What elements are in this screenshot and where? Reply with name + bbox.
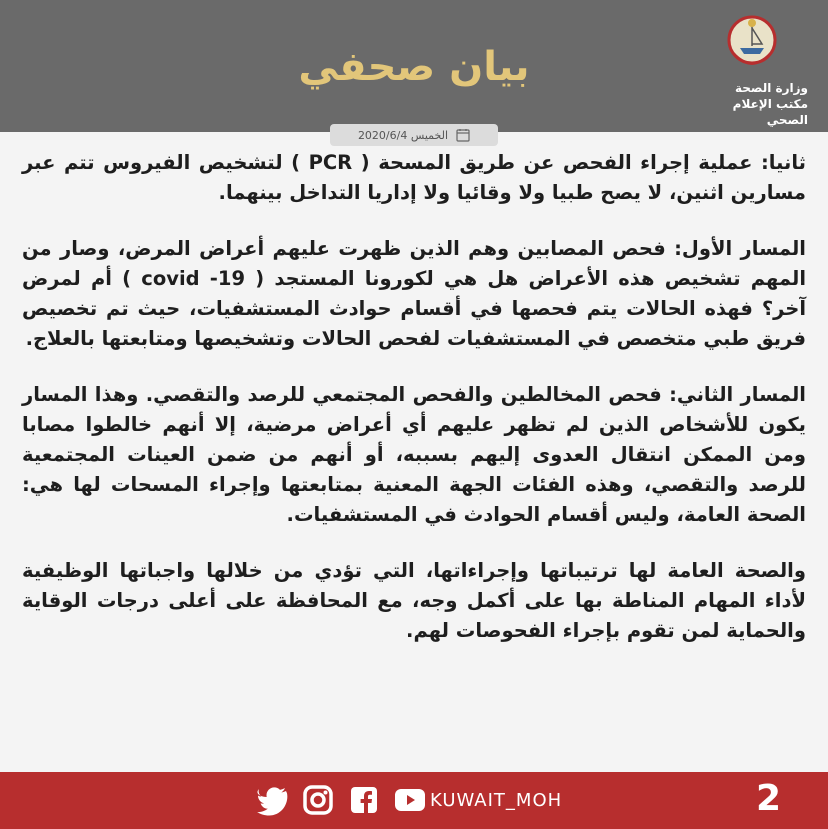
calendar-icon <box>456 128 470 142</box>
statement-body <box>22 148 806 672</box>
twitter-icon[interactable] <box>255 784 289 816</box>
social-icons <box>255 784 427 816</box>
date-bar <box>330 124 498 146</box>
instagram-icon[interactable] <box>301 784 335 816</box>
header-banner <box>0 0 828 132</box>
ministry-line1: وزارة الصحة <box>734 81 808 95</box>
footer-bar <box>0 772 828 829</box>
youtube-icon[interactable] <box>393 784 427 816</box>
paragraph-1: ثانيا: عملية إجراء الفحص عن طريق المسحة ( PCR ) لتشخيص الفيروس تتم عبر مسارين اثنين، لا يصح طبيا ولا وقائيا ولا إداريا التداخل بينهما. <box>22 151 806 204</box>
social-handle[interactable]: KUWAIT_MOH <box>430 790 563 811</box>
paragraph-2: المسار الأول: فحص المصابين وهم الذين ظهرت عليهم أعراض المرض، وصار من المهم تشخيص هذه الأعراض هل هي لكورونا المستجد ( covid -19 ) أم لمرض آخر؟ فهذه الحالات يتم فحصها في أقسام حوادث المستشفيات، حيث تم تخصيص فريق طبي متخصص في المستشفيات لفحص الحالات وتشخيصها ومتابعتها بالعلاج. <box>22 237 807 350</box>
kuwait-emblem-icon <box>726 14 778 78</box>
paragraph-4: والصحة العامة لها ترتيباتها وإجراءاتها، التي تؤدي من خلالها واجباتها الوظيفية لأداء المهام المناطة بها على أكمل وجه، مع المحافظة على أعلى درجات الوقاية والحماية لمن تقوم بإجراء الفحوصات لهم. <box>22 559 806 642</box>
page-number: 2 <box>756 778 782 819</box>
ministry-logo <box>696 8 808 132</box>
page-title: بيان صحفي <box>298 44 530 90</box>
date-text: الخميس 2020/6/4 <box>357 128 449 142</box>
ministry-name <box>696 80 808 128</box>
ministry-line2: مكتب الإعلام الصحي <box>732 97 808 127</box>
paragraph-3: المسار الثاني: فحص المخالطين والفحص المجتمعي للرصد والتقصي. وهذا المسار يكون للأشخاص الذين لم تظهر عليهم أي أعراض مرضية، إلا أنهم خالطوا مصابا ومن الممكن انتقال العدوى إليهم بسببه، أو أنهم من ضمن العينات المجتمعية للرصد والتقصي، وهذه الفئات الجهة المعنية بمتابعتها وإجراء المسحات لها هي: الصحة العامة، وليس أقسام الحوادث في المستشفيات. <box>22 383 806 526</box>
facebook-icon[interactable] <box>347 784 381 816</box>
